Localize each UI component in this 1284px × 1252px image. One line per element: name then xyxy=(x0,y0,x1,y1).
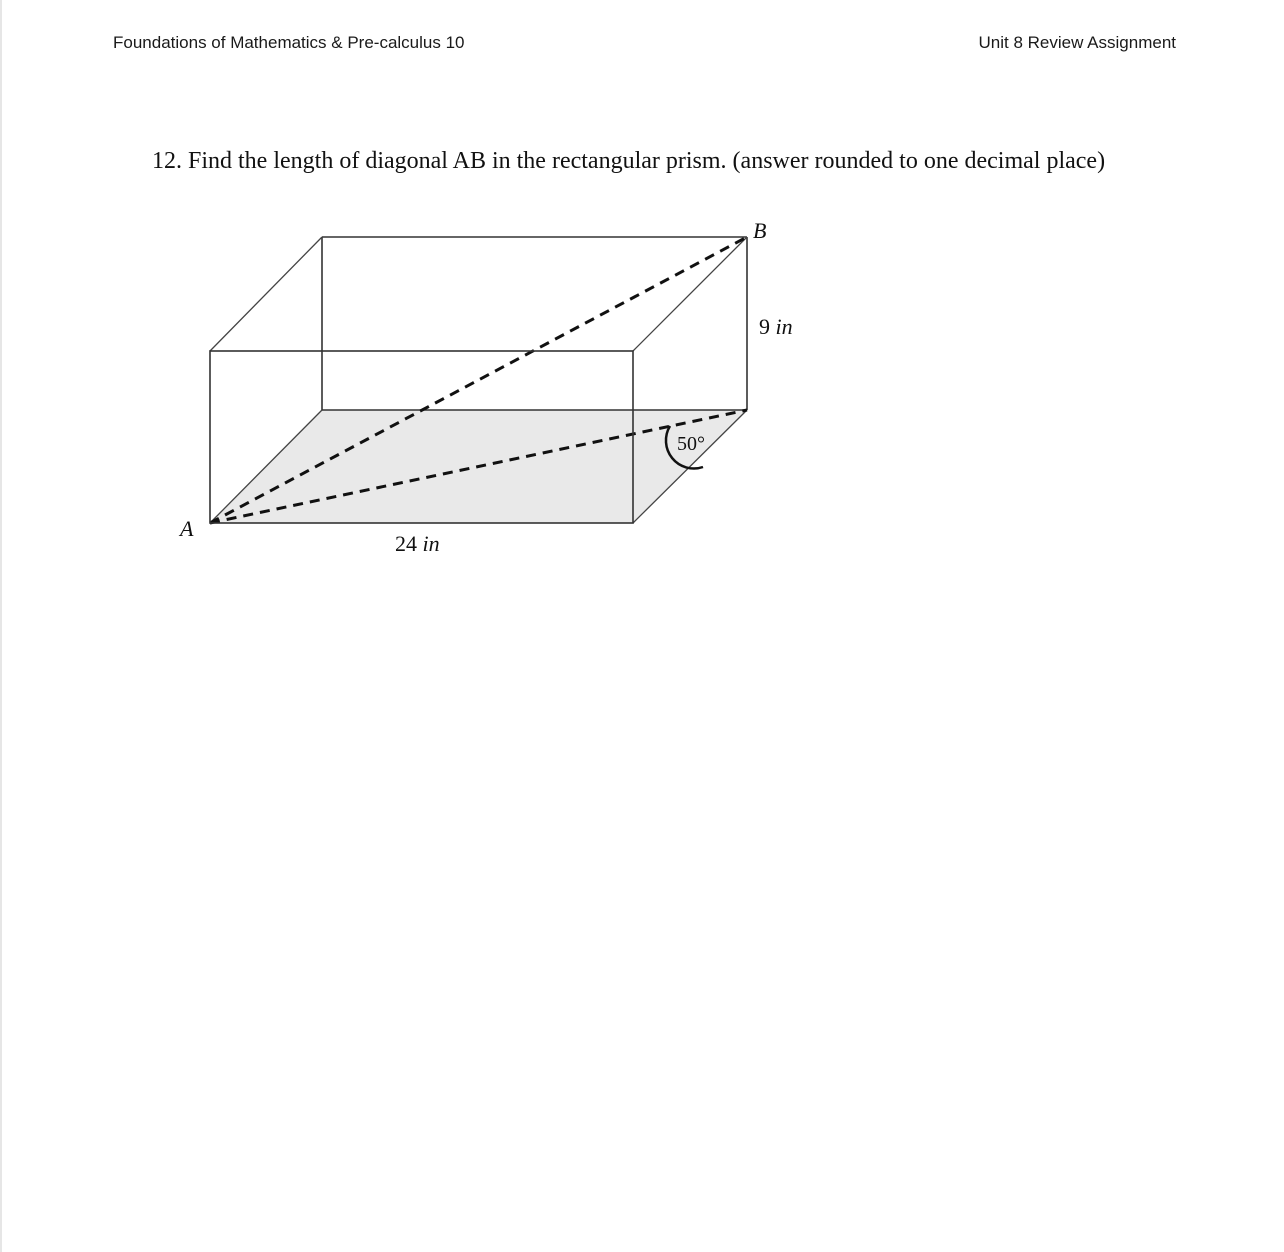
height-value: 9 xyxy=(759,314,770,339)
prism-edge-depth-top-left xyxy=(210,237,322,351)
vertex-b-label: B xyxy=(753,218,767,243)
angle-label: 50° xyxy=(677,433,705,455)
height-label xyxy=(759,314,793,339)
course-title: Foundations of Mathematics & Pre-calculus 10 xyxy=(113,33,465,52)
assignment-title: Unit 8 Review Assignment xyxy=(978,33,1176,52)
height-unit: in xyxy=(775,314,793,339)
question-text: 12. Find the length of diagonal AB in the rectangular prism. (answer rounded to one decimal place) xyxy=(152,148,1106,174)
length-label xyxy=(395,531,440,556)
prism-edge-depth-top-right xyxy=(633,237,747,351)
length-unit: in xyxy=(422,531,440,556)
vertex-a-label: A xyxy=(180,516,194,541)
length-value: 24 xyxy=(395,531,417,556)
